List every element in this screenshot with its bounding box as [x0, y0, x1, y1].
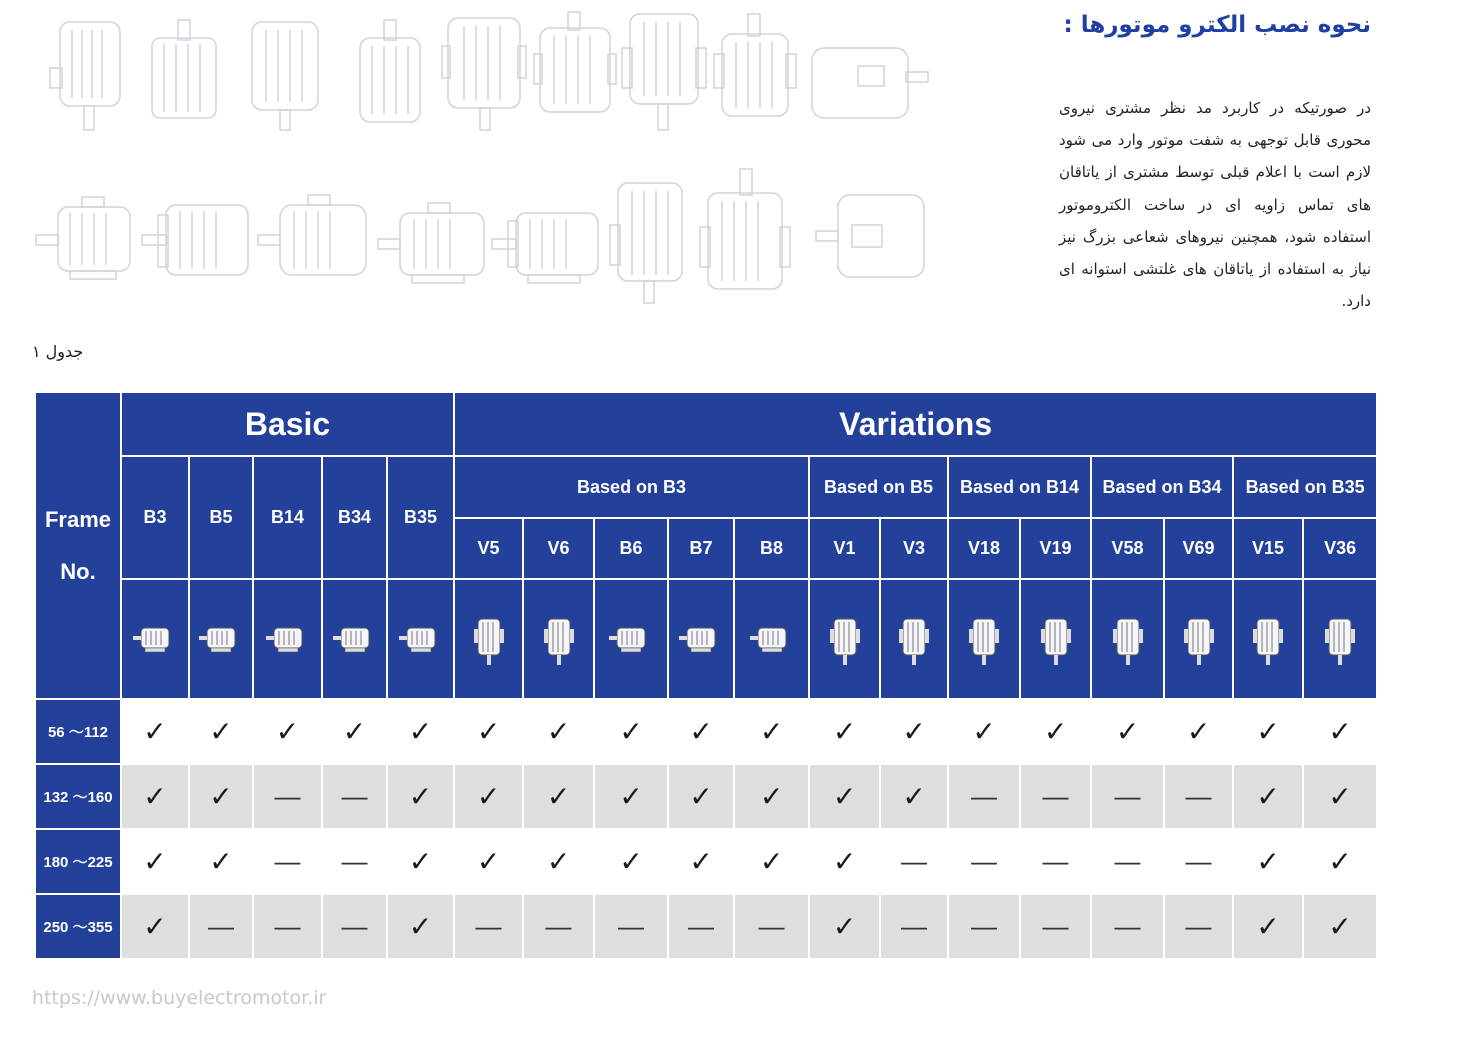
description-paragraph: در صورتیکه در کاربرد مد نظر مشتری نیروی محوری قابل توجهی به شفت موتور وارد می شود لازم است با اعلام قبلی توسط مشتری از یاتاقان های تماس زاویه ای در ساخت الکتروموتور استفاده شود، همچنین نیروهای شعاعی بزرگ نیز نیاز به استفاده از یاتاقان های غلتشی استوانه ای دارد. — [1059, 99, 1371, 311]
dash-mark-icon: — — [341, 911, 368, 941]
mark-cell — [880, 699, 948, 764]
dash-mark-icon: — — [1042, 846, 1069, 876]
dash-mark-icon: — — [618, 911, 645, 941]
motor-vertical-drawing — [534, 12, 616, 112]
code-header: B6 — [594, 518, 668, 579]
dash-mark-icon: — — [1114, 781, 1141, 811]
check-mark-icon: ✓ — [832, 910, 857, 942]
motor-vertical-foot-up-icon — [1165, 609, 1232, 669]
motor-vertical-drawing — [442, 18, 526, 130]
motor-wall-icon — [455, 609, 522, 669]
mark-cell — [121, 764, 189, 829]
frame-header-no: No. — [60, 558, 96, 584]
dash-mark-icon: — — [971, 911, 998, 941]
motor-vertical-drawing — [622, 14, 706, 130]
mark-cell — [668, 764, 734, 829]
check-mark-icon: ✓ — [972, 715, 996, 747]
based-on-b14: Based on B14 — [948, 456, 1091, 518]
group-basic: Basic — [121, 392, 454, 456]
check-mark-icon: ✓ — [476, 845, 501, 877]
dash-mark-icon: — — [971, 781, 998, 811]
mark-cell — [1091, 764, 1164, 829]
code-header: V1 — [809, 518, 880, 579]
motor-vertical-foot-up-icon — [1304, 609, 1376, 669]
frame-range: 250 ～355 — [35, 894, 121, 959]
motor-wall-icon — [524, 609, 593, 669]
mounting-icon-cell — [594, 579, 668, 699]
dash-mark-icon: — — [274, 781, 301, 811]
dash-mark-icon: — — [971, 846, 998, 876]
dash-mark-icon: — — [901, 846, 928, 876]
mark-cell — [734, 764, 809, 829]
dash-mark-icon: — — [274, 911, 301, 941]
mark-cell — [189, 894, 253, 959]
mounting-icon-cell — [668, 579, 734, 699]
check-mark-icon: ✓ — [342, 715, 367, 747]
mounting-icon-cell — [809, 579, 880, 699]
table-row — [35, 699, 1377, 764]
mark-cell — [1164, 699, 1233, 764]
mark-cell — [1303, 699, 1377, 764]
motor-vertical-down-icon — [810, 609, 879, 669]
dash-mark-icon: — — [274, 846, 301, 876]
motor-face-drawing — [258, 195, 366, 275]
mark-cell — [189, 829, 253, 894]
check-mark-icon: ✓ — [759, 780, 784, 812]
motor-flange-icon — [190, 619, 252, 659]
check-mark-icon: ✓ — [209, 845, 233, 877]
check-mark-icon: ✓ — [1256, 780, 1280, 812]
code-header: V19 — [1020, 518, 1091, 579]
dash-mark-icon: — — [341, 846, 368, 876]
dash-mark-icon: — — [1042, 781, 1069, 811]
table-row — [35, 894, 1377, 959]
check-mark-icon: ✓ — [209, 780, 233, 812]
motor-face-icon — [254, 619, 321, 659]
frame-range: 180 ～225 — [35, 829, 121, 894]
mark-cell — [1020, 764, 1091, 829]
code-header: B5 — [189, 456, 253, 579]
motor-vertical-drawing — [700, 169, 790, 289]
code-header: B8 — [734, 518, 809, 579]
motor-ceiling-drawing — [816, 195, 924, 277]
check-mark-icon: ✓ — [1328, 910, 1352, 942]
based-on-b35: Based on B35 — [1233, 456, 1377, 518]
watermark-url: https://www.buyelectromotor.ir — [32, 987, 327, 1009]
check-mark-icon: ✓ — [546, 845, 571, 877]
mark-cell — [454, 699, 523, 764]
dash-mark-icon: — — [208, 911, 234, 941]
motor-ceiling-icon — [735, 619, 808, 659]
check-mark-icon: ✓ — [1256, 910, 1280, 942]
mark-cell — [523, 699, 594, 764]
mark-cell — [322, 699, 387, 764]
motor-ceiling-icon — [669, 619, 733, 659]
mounting-icon-cell — [387, 579, 454, 699]
mark-cell — [454, 829, 523, 894]
motor-foot-flange-icon — [388, 619, 453, 659]
mark-cell — [880, 829, 948, 894]
mark-cell — [121, 894, 189, 959]
mark-cell — [1020, 829, 1091, 894]
mark-cell — [880, 764, 948, 829]
motor-vertical-drawing — [50, 22, 120, 130]
mark-cell — [948, 894, 1020, 959]
mark-cell — [1233, 699, 1303, 764]
group-variations: Variations — [454, 392, 1377, 456]
motor-vertical-foot-down-icon — [1234, 609, 1302, 669]
check-mark-icon: ✓ — [1115, 715, 1140, 747]
check-mark-icon: ✓ — [546, 715, 571, 747]
code-header: V58 — [1091, 518, 1164, 579]
mark-cell — [948, 829, 1020, 894]
motor-vertical-foot-down-icon — [1092, 609, 1163, 669]
check-mark-icon: ✓ — [832, 715, 857, 747]
check-mark-icon: ✓ — [759, 845, 784, 877]
motor-vertical-up-icon — [1021, 609, 1090, 669]
mark-cell — [121, 829, 189, 894]
mounting-icon-cell — [734, 579, 809, 699]
check-mark-icon: ✓ — [1256, 845, 1280, 877]
frame-range: 132 ～160 — [35, 764, 121, 829]
check-mark-icon: ✓ — [1328, 845, 1352, 877]
mounting-icon-cell — [1233, 579, 1303, 699]
check-mark-icon: ✓ — [143, 910, 167, 942]
mounting-icon-cell — [322, 579, 387, 699]
dash-mark-icon: — — [1185, 781, 1212, 811]
motor-wall-foot-icon — [595, 619, 667, 659]
mark-cell — [1233, 894, 1303, 959]
mark-cell — [189, 699, 253, 764]
mark-cell — [594, 699, 668, 764]
frame-header — [35, 392, 121, 699]
mark-cell — [948, 699, 1020, 764]
mark-cell — [189, 764, 253, 829]
mark-cell — [1020, 894, 1091, 959]
mounting-table — [34, 391, 1378, 960]
mark-cell — [322, 829, 387, 894]
mark-cell — [322, 764, 387, 829]
mark-cell — [1164, 894, 1233, 959]
motor-foot-face-icon — [323, 619, 386, 659]
mark-cell — [322, 894, 387, 959]
motor-foot-icon — [122, 619, 188, 659]
code-header: B35 — [387, 456, 454, 579]
section-title: نحوه نصب الکترو موتورها : — [1063, 12, 1371, 38]
based-on-b34: Based on B34 — [1091, 456, 1233, 518]
dash-mark-icon: — — [1042, 911, 1069, 941]
mounting-icon-cell — [1303, 579, 1377, 699]
check-mark-icon: ✓ — [1186, 715, 1211, 747]
check-mark-icon: ✓ — [832, 845, 857, 877]
dash-mark-icon: — — [1185, 846, 1212, 876]
mark-cell — [1164, 764, 1233, 829]
motor-vertical-drawing — [152, 20, 216, 118]
dash-mark-icon: — — [901, 911, 928, 941]
check-mark-icon: ✓ — [902, 780, 926, 812]
mark-cell — [387, 829, 454, 894]
based-on-b3: Based on B3 — [454, 456, 809, 518]
mark-cell — [1091, 829, 1164, 894]
mark-cell — [948, 764, 1020, 829]
motor-vertical-drawing — [360, 20, 420, 122]
mark-cell — [1091, 699, 1164, 764]
mark-cell — [1303, 829, 1377, 894]
mounting-icon-cell — [523, 579, 594, 699]
mark-cell — [523, 829, 594, 894]
motor-vertical-drawing — [714, 14, 796, 116]
code-header: V5 — [454, 518, 523, 579]
check-mark-icon: ✓ — [619, 845, 643, 877]
check-mark-icon: ✓ — [1328, 780, 1352, 812]
mounting-icon-cell — [253, 579, 322, 699]
motor-vertical-up-icon — [881, 609, 947, 669]
mark-cell — [253, 894, 322, 959]
mounting-figures-row-1 — [30, 8, 940, 148]
check-mark-icon: ✓ — [546, 780, 571, 812]
based-on-b5: Based on B5 — [809, 456, 948, 518]
check-mark-icon: ✓ — [275, 715, 300, 747]
motor-vertical-down-icon — [949, 609, 1019, 669]
code-header: V15 — [1233, 518, 1303, 579]
dash-mark-icon: — — [475, 911, 502, 941]
mark-cell — [523, 764, 594, 829]
motor-vertical-drawing — [610, 183, 682, 303]
mounting-icon-cell — [1091, 579, 1164, 699]
code-header: V3 — [880, 518, 948, 579]
dash-mark-icon: — — [1185, 911, 1212, 941]
dash-mark-icon: — — [758, 911, 785, 941]
mounting-icon-cell — [121, 579, 189, 699]
code-header: V6 — [523, 518, 594, 579]
mark-cell — [253, 699, 322, 764]
mark-cell — [253, 829, 322, 894]
code-header: B7 — [668, 518, 734, 579]
mark-cell — [668, 829, 734, 894]
dash-mark-icon: — — [1114, 846, 1141, 876]
check-mark-icon: ✓ — [1043, 715, 1068, 747]
mark-cell — [809, 699, 880, 764]
table-row — [35, 764, 1377, 829]
mark-cell — [1303, 894, 1377, 959]
code-header: B14 — [253, 456, 322, 579]
mounting-icon-cell — [948, 579, 1020, 699]
check-mark-icon: ✓ — [209, 715, 233, 747]
mark-cell — [454, 894, 523, 959]
check-mark-icon: ✓ — [902, 715, 926, 747]
mark-cell — [594, 764, 668, 829]
mark-cell — [454, 764, 523, 829]
code-header: V18 — [948, 518, 1020, 579]
dash-mark-icon: — — [341, 781, 368, 811]
check-mark-icon: ✓ — [619, 780, 643, 812]
mark-cell — [387, 764, 454, 829]
motor-foot-face-drawing — [378, 203, 484, 283]
check-mark-icon: ✓ — [408, 780, 433, 812]
check-mark-icon: ✓ — [143, 845, 167, 877]
check-mark-icon: ✓ — [476, 715, 501, 747]
mark-cell — [809, 894, 880, 959]
mark-cell — [1303, 764, 1377, 829]
table-row — [35, 829, 1377, 894]
check-mark-icon: ✓ — [408, 715, 433, 747]
mark-cell — [809, 829, 880, 894]
check-mark-icon: ✓ — [619, 715, 643, 747]
check-mark-icon: ✓ — [1328, 715, 1352, 747]
check-mark-icon: ✓ — [408, 845, 433, 877]
mark-cell — [1164, 829, 1233, 894]
mark-cell — [253, 764, 322, 829]
mark-cell — [734, 699, 809, 764]
mounting-icon-cell — [1164, 579, 1233, 699]
check-mark-icon: ✓ — [143, 780, 167, 812]
motor-foot-flange-drawing — [492, 213, 598, 283]
motor-ceiling-drawing — [812, 48, 928, 118]
mark-cell — [1233, 764, 1303, 829]
mounting-icon-cell — [189, 579, 253, 699]
check-mark-icon: ✓ — [759, 715, 784, 747]
check-mark-icon: ✓ — [1256, 715, 1280, 747]
mounting-figures-row-2 — [30, 165, 940, 305]
mark-cell — [1020, 699, 1091, 764]
check-mark-icon: ✓ — [408, 910, 433, 942]
code-header: B34 — [322, 456, 387, 579]
mark-cell — [734, 894, 809, 959]
check-mark-icon: ✓ — [689, 845, 713, 877]
check-mark-icon: ✓ — [689, 780, 713, 812]
code-header: V69 — [1164, 518, 1233, 579]
mark-cell — [523, 894, 594, 959]
check-mark-icon: ✓ — [689, 715, 713, 747]
check-mark-icon: ✓ — [143, 715, 167, 747]
mark-cell — [809, 764, 880, 829]
mark-cell — [387, 699, 454, 764]
dash-mark-icon: — — [1114, 911, 1141, 941]
mark-cell — [668, 699, 734, 764]
mark-cell — [1091, 894, 1164, 959]
check-mark-icon: ✓ — [832, 780, 857, 812]
motor-flange-drawing — [142, 205, 248, 275]
table-caption: جدول ۱ — [32, 342, 84, 361]
code-header: V36 — [1303, 518, 1377, 579]
mark-cell — [668, 894, 734, 959]
motor-foot-drawing — [36, 197, 130, 279]
mark-cell — [594, 894, 668, 959]
frame-range: 56 ～112 — [35, 699, 121, 764]
frame-header-label: Frame — [44, 506, 112, 532]
mark-cell — [594, 829, 668, 894]
mark-cell — [387, 894, 454, 959]
mounting-icon-cell — [880, 579, 948, 699]
motor-vertical-drawing — [252, 22, 318, 130]
mounting-icon-cell — [1020, 579, 1091, 699]
mark-cell — [121, 699, 189, 764]
mounting-icon-cell — [454, 579, 523, 699]
code-header: B3 — [121, 456, 189, 579]
check-mark-icon: ✓ — [476, 780, 501, 812]
mark-cell — [880, 894, 948, 959]
mark-cell — [734, 829, 809, 894]
dash-mark-icon: — — [688, 911, 715, 941]
dash-mark-icon: — — [545, 911, 572, 941]
mark-cell — [1233, 829, 1303, 894]
